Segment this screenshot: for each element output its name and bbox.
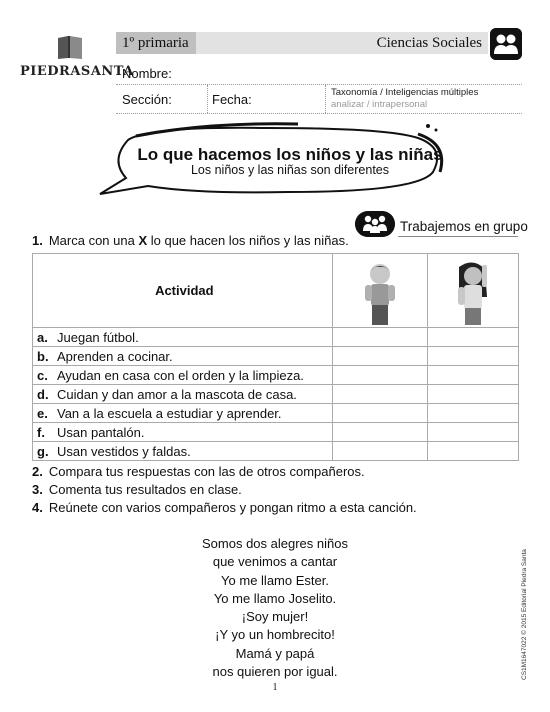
answer-cell-boy[interactable] <box>332 366 428 385</box>
instruction-3: 3. Comenta tus resultados en clase. <box>32 482 242 497</box>
table-row: f. Usan pantalón. <box>33 423 519 442</box>
answer-cell-boy[interactable] <box>332 328 428 347</box>
song-line: que venimos a cantar <box>212 554 338 570</box>
column-boy <box>332 254 428 328</box>
group-icon <box>355 211 395 237</box>
answer-cell-boy[interactable] <box>332 442 428 461</box>
song-line: Somos dos alegres niños <box>202 536 348 551</box>
table-row: a. Juegan fútbol. <box>33 328 519 347</box>
song-line: Yo me llamo Joselito. <box>213 590 337 606</box>
answer-cell-girl[interactable] <box>428 423 519 442</box>
activity-table <box>32 253 519 461</box>
girl-image <box>443 259 503 325</box>
boy-image <box>350 259 410 325</box>
instruction-1: 1. Marca con una X lo que hacen los niños y las niñas. <box>32 233 349 248</box>
page-number: 1 <box>272 682 278 693</box>
brand-name: PIEDRASANTA <box>20 64 134 79</box>
table-row: b. Aprenden a cocinar. <box>33 347 519 366</box>
instruction-2: 2. Compara tus respuestas con las de otros compañeros. <box>32 464 365 479</box>
grade-label: 1º primaria <box>116 32 196 54</box>
divider-line <box>398 236 518 237</box>
song-line: ¡Soy mujer! <box>241 609 309 625</box>
book-logo-icon <box>56 34 84 60</box>
section-label: Sección: <box>122 92 172 107</box>
divider-line <box>116 84 522 85</box>
divider-line <box>116 113 522 114</box>
divider-line <box>325 85 326 113</box>
answer-cell-girl[interactable] <box>428 385 519 404</box>
name-label: Nombre: <box>122 66 172 81</box>
date-label: Fecha: <box>212 92 252 107</box>
answer-cell-girl[interactable] <box>428 366 519 385</box>
song-lyrics <box>180 535 370 681</box>
group-work-label: Trabajemos en grupo <box>400 219 528 234</box>
table-row: d. Cuidan y dan amor a la mascota de casa. <box>33 385 519 404</box>
page-subtitle: Los niños y las niñas son diferentes <box>190 163 390 177</box>
answer-cell-boy[interactable] <box>332 423 428 442</box>
table-row: g. Usan vestidos y faldas. <box>33 442 519 461</box>
song-line: nos quieren por igual. <box>212 664 338 680</box>
subject-label: Ciencias Sociales <box>376 35 482 51</box>
instruction-4: 4. Reúnete con varios compañeros y pongan ritmo a esta canción. <box>32 500 417 515</box>
taxonomy-values: analizar / intrapersonal <box>331 99 428 110</box>
answer-cell-girl[interactable] <box>428 328 519 347</box>
answer-cell-boy[interactable] <box>332 404 428 423</box>
table-row: c. Ayudan en casa con el orden y la limpieza. <box>33 366 519 385</box>
answer-cell-girl[interactable] <box>428 347 519 366</box>
song-line: Yo me llamo Ester. <box>221 572 329 588</box>
column-girl <box>428 254 519 328</box>
answer-cell-girl[interactable] <box>428 442 519 461</box>
song-line: Mamá y papá <box>235 645 315 661</box>
answer-cell-boy[interactable] <box>332 385 428 404</box>
people-icon <box>490 28 522 60</box>
answer-cell-girl[interactable] <box>428 404 519 423</box>
column-header-activity: Actividad <box>33 254 333 328</box>
page-title: Lo que hacemos los niños y las niñas <box>137 145 443 164</box>
divider-line <box>207 85 208 113</box>
side-copyright: CS1M1647022 © 2015 Editorial Piedra Santa <box>521 549 528 680</box>
table-row: e. Van a la escuela a estudiar y aprender. <box>33 404 519 423</box>
table-header-row <box>33 254 519 328</box>
answer-cell-boy[interactable] <box>332 347 428 366</box>
song-line: ¡Y yo un hombrecito! <box>215 627 335 643</box>
taxonomy-label: Taxonomía / Inteligencias múltiples <box>331 87 479 98</box>
